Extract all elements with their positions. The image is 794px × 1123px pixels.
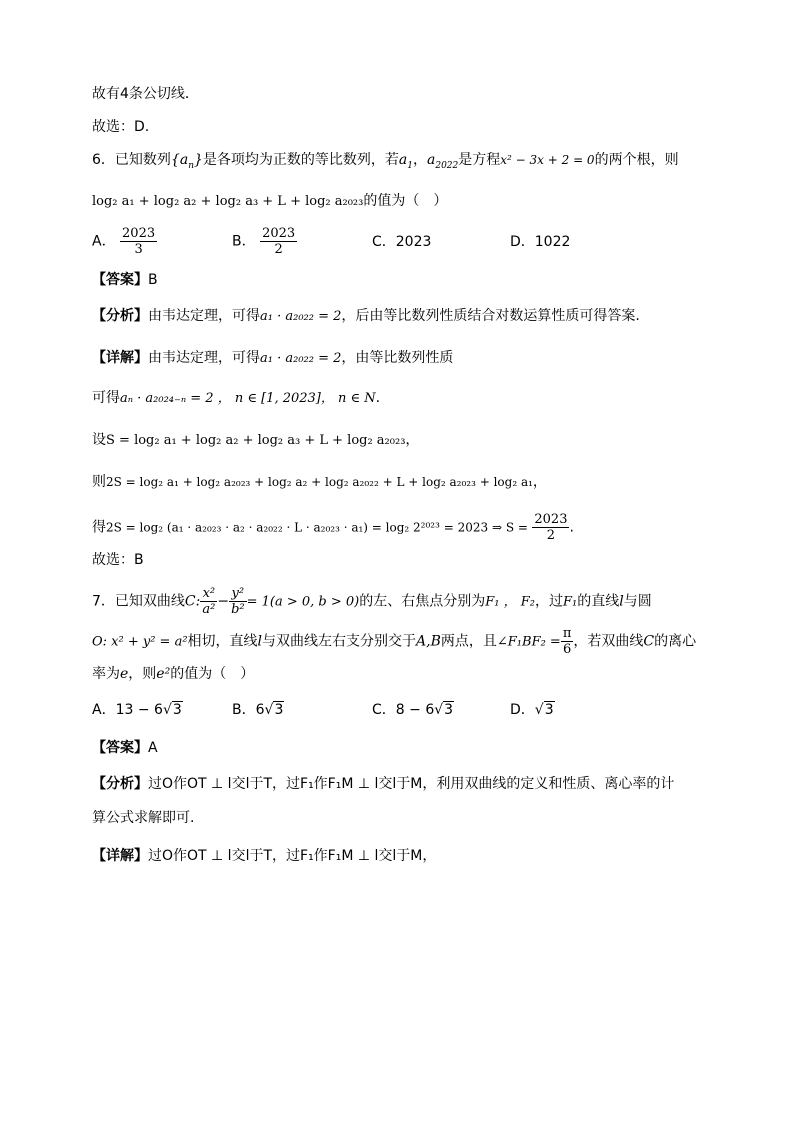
stem-text: ，过 (534, 593, 563, 610)
numerator: 2023 (122, 226, 156, 241)
numerator: π (562, 626, 572, 641)
option-text: B．6 (232, 702, 265, 718)
seq-text: {a (170, 152, 189, 168)
radicand: 3 (544, 702, 554, 718)
denominator: b² (231, 602, 245, 617)
analysis-text: 由韦达定理，可得 (148, 308, 260, 324)
analysis-text: ，后由等比数列性质结合对数运算性质可得答案. (341, 308, 640, 324)
q7-option-d (510, 700, 555, 720)
q6-detail-line-4 (92, 472, 547, 492)
q6-answer (92, 270, 158, 290)
q6-detail (92, 348, 453, 369)
stem-text: 的值为（ ） (363, 193, 448, 209)
math-expression: a₁ · a₂₀₂₂ = 2 (260, 351, 342, 366)
seq-close: } (193, 152, 203, 168)
curve-name: C: (184, 593, 201, 610)
math-expression: S = log₂ a₁ + log₂ a₂ + log₂ a₃ + L + log₂ a₂₀₂₃ (106, 433, 406, 448)
stem-text: 的离心 (654, 633, 697, 650)
detail-text: 设 (92, 432, 106, 448)
detail-text: 由韦达定理，可得 (148, 350, 260, 366)
comma: ， (413, 152, 427, 168)
choice-text: 故选：D. (92, 119, 150, 135)
answer-value: A (148, 740, 158, 756)
circle-equation: O: x² + y² = a² (92, 634, 188, 650)
equation: x² − 3x + 2 = 0 (500, 153, 595, 167)
answer-tag: 【答案】 (92, 272, 148, 288)
line-l: l (257, 633, 263, 650)
denominator: 3 (134, 242, 143, 257)
stem-text: 的左、右焦点分别为 (359, 593, 486, 610)
points-ab: A,B (416, 633, 441, 650)
sqrt-icon: √3 (264, 702, 284, 718)
option-text: C．8 − 6 (372, 702, 435, 718)
fraction (532, 512, 569, 543)
line-l: l (619, 593, 624, 610)
analysis-tag: 【分析】 (92, 776, 148, 792)
fraction (561, 626, 574, 657)
sequence-symbol (170, 152, 203, 171)
detail-tag: 【详解】 (92, 350, 148, 366)
focus-f1: F₁ (562, 594, 578, 610)
stem-text: 是方程 (458, 152, 501, 168)
sqrt-icon: √3 (162, 702, 182, 718)
q7-analysis-2 (92, 808, 194, 828)
numerator: x² (200, 586, 217, 602)
q6-option-b (232, 226, 297, 257)
a-subscript: 1 (407, 161, 413, 171)
detail-text: ，由等比数列性质 (341, 350, 454, 366)
option-label: B． (232, 233, 256, 250)
q7-option-c (372, 700, 454, 720)
detail-text: 得 (92, 519, 106, 536)
text-line (92, 117, 149, 137)
denominator: 2 (546, 528, 556, 543)
stem-text: 6．已知数列 (92, 152, 171, 168)
analysis-tag: 【分析】 (92, 308, 148, 324)
option-text: A．13 − 6 (92, 702, 163, 718)
analysis-text: 算公式求解即可. (92, 810, 195, 826)
q6-option-c: C．2023 (372, 234, 432, 250)
stem-text: 与双曲线左右支分别交于 (262, 633, 417, 650)
question-6-stem (92, 150, 679, 176)
q6-detail-line-2 (92, 388, 380, 409)
eccentricity-squared: e² (156, 666, 171, 682)
detail-text: 则 (92, 474, 106, 490)
denominator: 2 (274, 242, 283, 257)
question-7-stem-2 (92, 626, 696, 657)
question-7-stem-3 (92, 664, 254, 684)
stem-text: 的直线 (577, 593, 620, 610)
q7-analysis (92, 774, 674, 794)
stem-text: ，若双曲线 (573, 633, 644, 650)
detail-tag: 【详解】 (92, 848, 148, 864)
term-a2022 (427, 152, 459, 171)
q7-detail (92, 846, 436, 866)
q6-choose (92, 550, 144, 570)
a-text: a (398, 152, 408, 168)
conclusion-text: 故有4条公切线． (92, 86, 199, 102)
fraction (229, 586, 247, 617)
punctuation: . (569, 519, 574, 536)
stem-text: 的值为（ ） (170, 666, 255, 682)
numerator: 2023 (262, 226, 296, 241)
analysis-text: 过O作OT ⊥ l交l于T，过F₁作F₁M ⊥ l交l于M，利用双曲线的定义和性质、离心率的计 (148, 776, 675, 792)
q6-detail-line-3 (92, 430, 419, 451)
curve-name: C (643, 633, 655, 650)
eccentricity-symbol: e (120, 666, 129, 682)
math-expression: aₙ · a₂₀₂₄₋ₙ = 2 ， n ∈ [1, 2023]， n ∈ N (120, 391, 376, 406)
math-expression: 2S = log₂ (a₁ · a₂₀₂₃ · a₂ · a₂₀₂₂ · L · a₂₀₂₃ · a₁) = log₂ 2²⁰²³ = 2023 ⇒ S = (106, 520, 528, 535)
a-subscript: 2022 (435, 161, 459, 171)
radicand: 3 (444, 702, 454, 718)
q6-option-d: D．1022 (510, 234, 571, 250)
detail-text: 可得 (92, 390, 120, 406)
stem-text: 是各项均为正数的等比数列，若 (202, 152, 399, 168)
q7-option-a (92, 700, 183, 720)
denominator: a² (202, 602, 216, 617)
question-7-stem (92, 586, 652, 617)
term-a1 (398, 152, 413, 171)
answer-tag: 【答案】 (92, 740, 148, 756)
punctuation: ， (405, 432, 420, 448)
fraction (120, 226, 157, 257)
q6-analysis (92, 306, 640, 327)
stem-text: 的两个根，则 (594, 152, 679, 168)
punctuation: . (375, 390, 381, 406)
text-line (92, 84, 199, 104)
q7-option-b (232, 700, 284, 720)
q6-detail-line-5 (92, 512, 574, 543)
radicand: 3 (274, 702, 284, 718)
stem-text: 率为 (92, 666, 120, 682)
answer-value: B (148, 272, 158, 288)
sqrt-icon: √3 (534, 702, 554, 718)
stem-text: 与圆 (623, 593, 652, 610)
foci: F₁ ， F₂ (485, 594, 535, 610)
question-6-stem-2 (92, 191, 447, 212)
detail-text: 过O作OT ⊥ l交l于T，过F₁作F₁M ⊥ l交l于M， (148, 848, 437, 864)
choice-text: 故选：B (92, 552, 144, 568)
log-sum-expression: log₂ a₁ + log₂ a₂ + log₂ a₃ + L + log₂ a₂₀₂₃ (92, 194, 364, 209)
math-expression: = 1(a > 0, b > 0) (246, 594, 360, 610)
option-text: D． (510, 702, 535, 718)
q6-option-a (92, 226, 157, 257)
math-expression: a₁ · a₂₀₂₂ = 2 (260, 309, 342, 324)
fraction (260, 226, 297, 257)
numerator: 2023 (534, 512, 568, 527)
seq-subscript: n (188, 161, 194, 171)
option-label: A． (92, 233, 116, 250)
stem-text: ，则 (128, 666, 157, 682)
q7-answer (92, 738, 158, 758)
radicand: 3 (172, 702, 182, 718)
math-expression: 2S = log₂ a₁ + log₂ a₂₀₂₃ + log₂ a₂ + log₂ a₂₀₂₂ + L + log₂ a₂₀₂₃ + log₂ a₁ (106, 475, 533, 489)
punctuation: ， (532, 474, 547, 490)
minus-sign: − (217, 593, 230, 610)
numerator: y² (229, 586, 247, 602)
angle-expression: ∠F₁BF₂ = (496, 634, 561, 650)
stem-text: 7．已知双曲线 (92, 593, 185, 610)
stem-text: 相切，直线 (187, 633, 258, 650)
a-text: a (427, 152, 436, 168)
sqrt-icon: √3 (434, 702, 454, 718)
denominator: 6 (562, 642, 572, 657)
stem-text: 两点，且 (440, 633, 497, 650)
fraction (200, 586, 217, 617)
